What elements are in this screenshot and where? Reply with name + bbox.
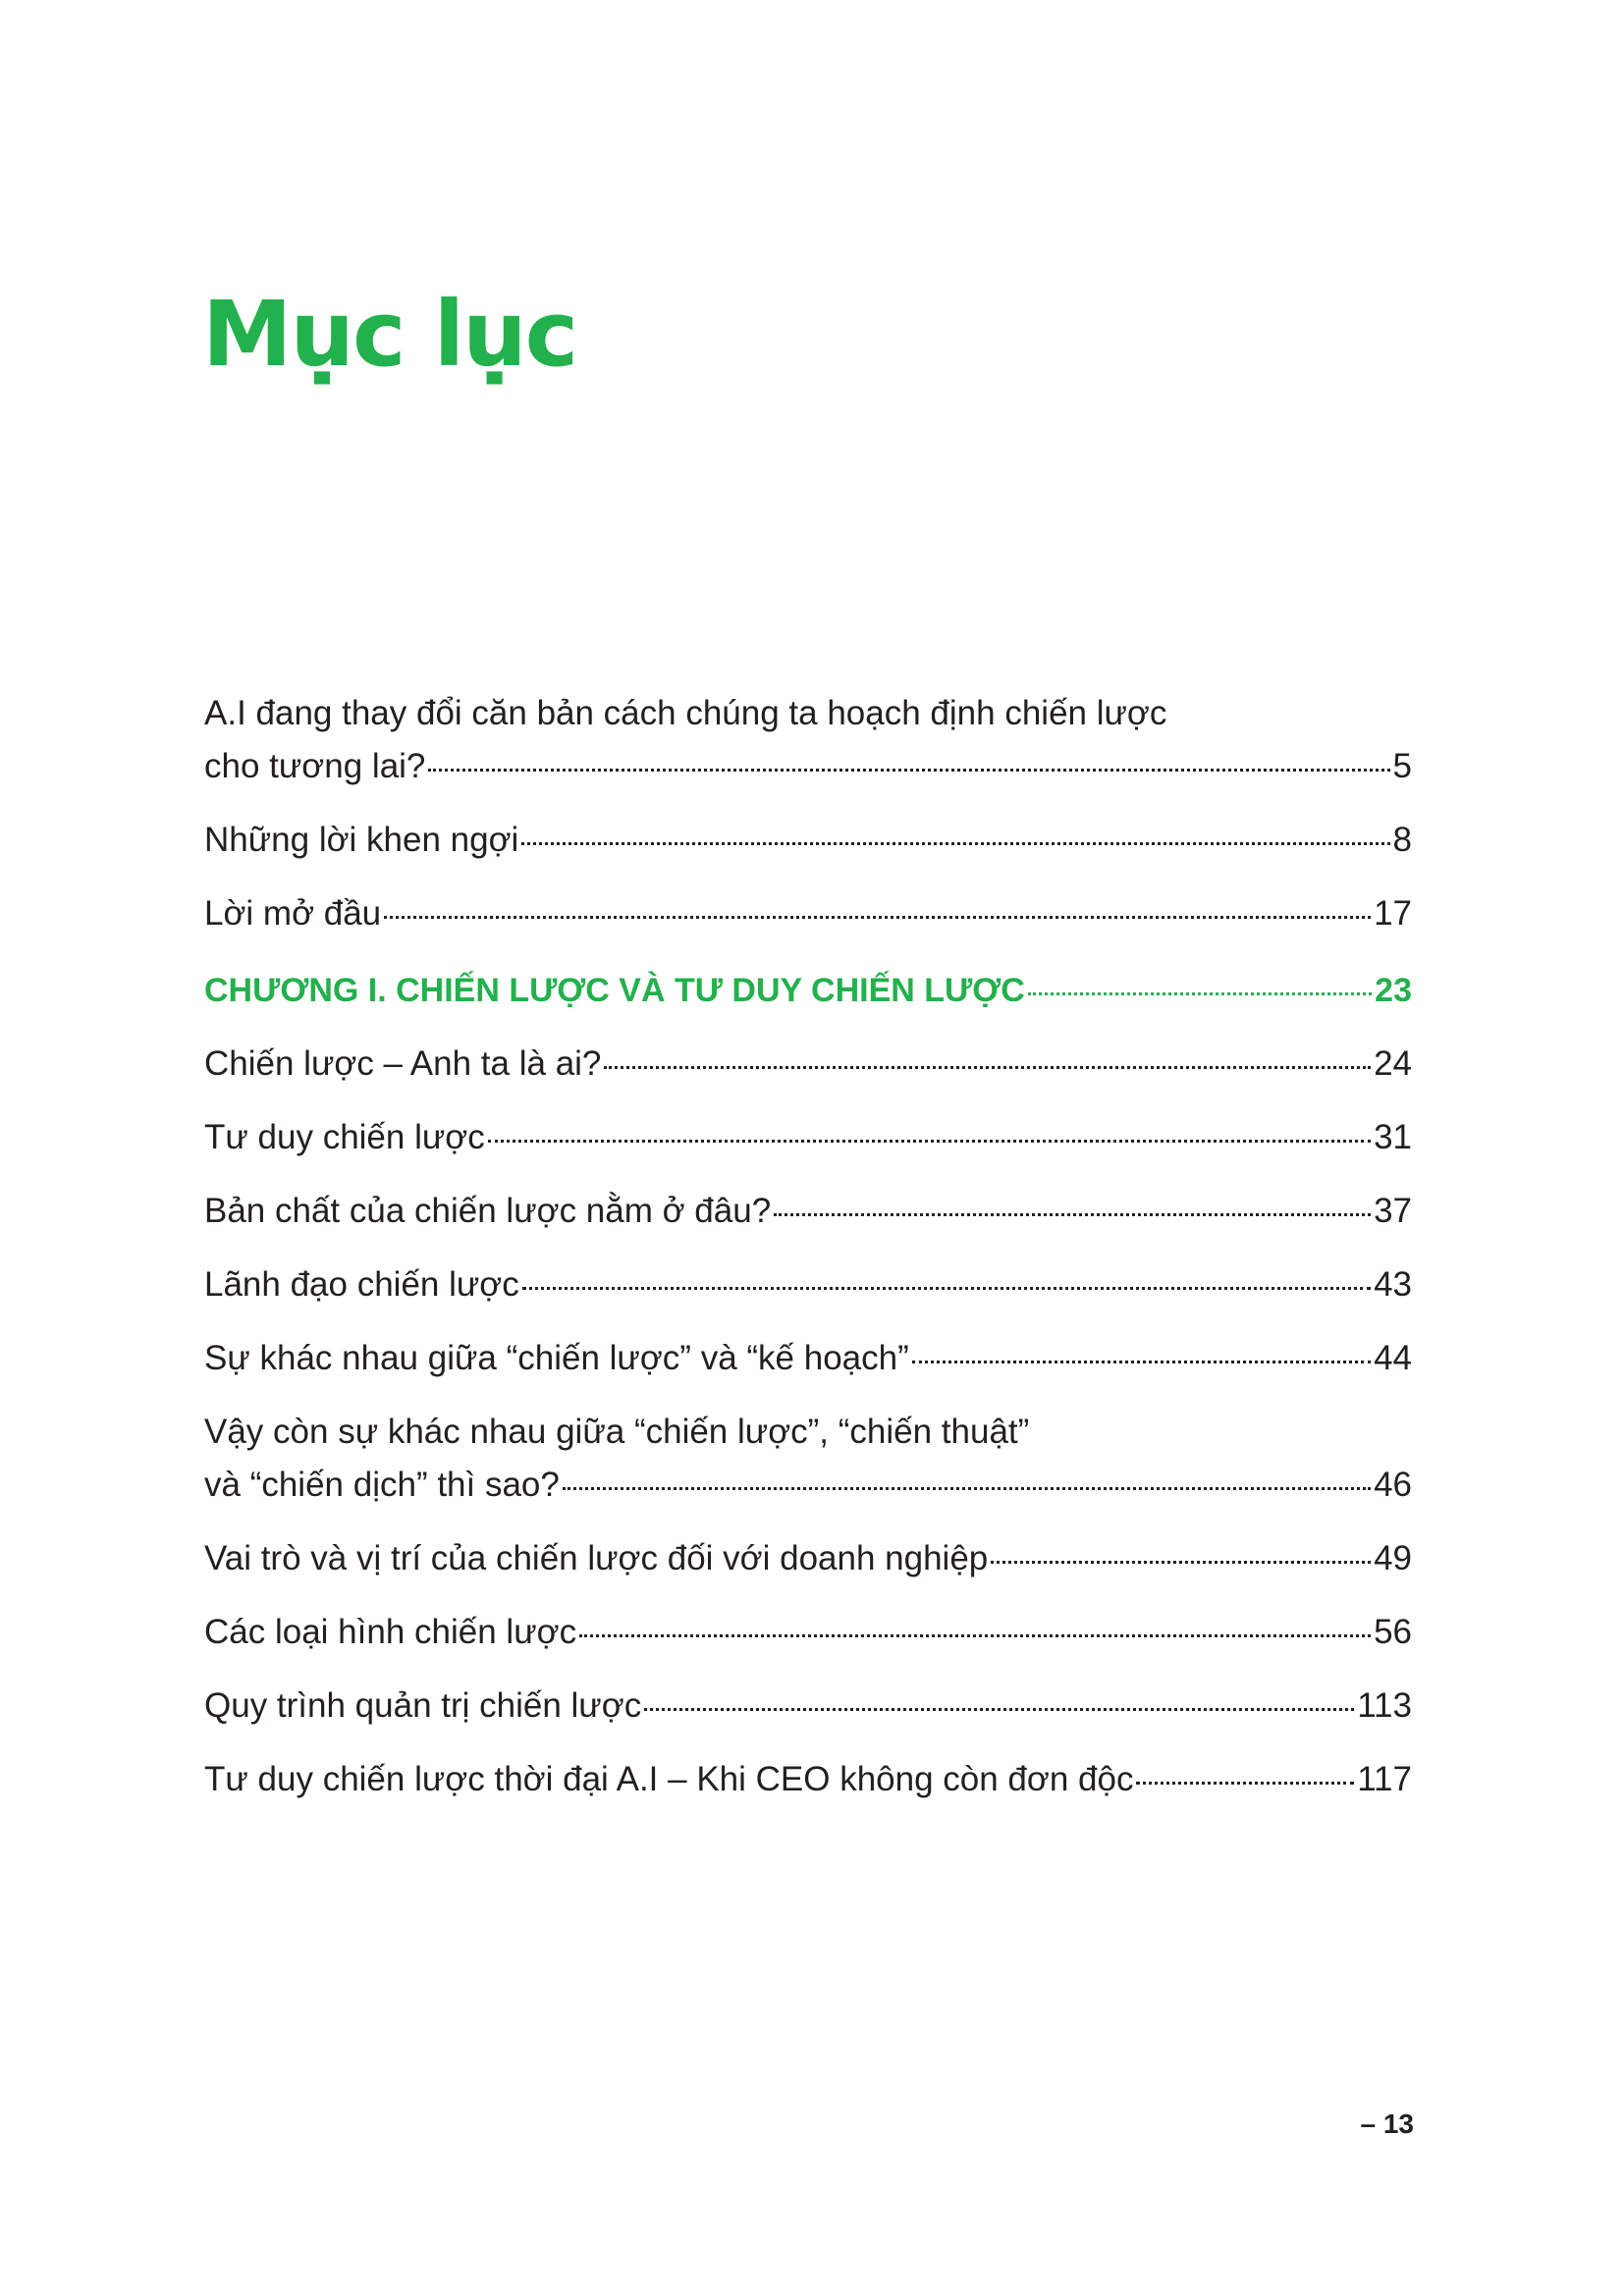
toc-entry [204, 687, 1412, 793]
dot-leader [384, 916, 1371, 919]
toc-entry-page-number: 44 [1374, 1339, 1412, 1377]
dot-leader [774, 1213, 1371, 1216]
dot-leader [991, 1561, 1371, 1564]
toc-entry-line [204, 1038, 1412, 1091]
toc-entry-title: Lãnh đạo chiến lược [204, 1265, 519, 1304]
toc-entry-title: Lời mở đầu [204, 894, 382, 933]
toc-entry-page-number: 56 [1374, 1613, 1412, 1651]
toc-entry-page-number: 17 [1374, 894, 1412, 933]
table-of-contents [204, 687, 1412, 1827]
toc-entry-page-number: 43 [1374, 1265, 1412, 1304]
toc-entry-line [204, 740, 1412, 793]
toc-entry [204, 1406, 1412, 1512]
toc-entry-title: Tư duy chiến lược [204, 1118, 485, 1156]
toc-entry [204, 1258, 1412, 1311]
toc-entry-title: và “chiến dịch” thì sao? [204, 1466, 560, 1504]
toc-entry-line [204, 964, 1412, 1017]
toc-entry-title: Những lời khen ngợi [204, 821, 519, 859]
dot-leader [521, 842, 1389, 845]
toc-entry-line [204, 1753, 1412, 1806]
toc-entry-page-number: 46 [1374, 1466, 1412, 1504]
toc-entry-line [204, 1606, 1412, 1659]
toc-entry [204, 1185, 1412, 1238]
toc-entry-line [204, 1258, 1412, 1311]
toc-entry-line [204, 814, 1412, 867]
toc-entry-title: Vai trò và vị trí của chiến lược đối với doanh nghiệp [204, 1539, 989, 1577]
dot-leader [488, 1140, 1371, 1143]
dot-leader [522, 1287, 1371, 1290]
toc-entry-title: Bản chất của chiến lược nằm ở đâu? [204, 1192, 772, 1230]
toc-entry-page-number: 23 [1375, 972, 1412, 1009]
toc-entry-line [204, 887, 1412, 940]
toc-entry-page-number: 8 [1392, 821, 1412, 859]
toc-entry-line [204, 1185, 1412, 1238]
toc-entry-title-first-line: Vậy còn sự khác nhau giữa “chiến lược”, “chiến thuật” [204, 1413, 1030, 1451]
toc-entry-title: Quy trình quản trị chiến lược [204, 1686, 642, 1725]
dot-leader [579, 1634, 1371, 1637]
toc-entry [204, 1680, 1412, 1733]
dot-leader [1136, 1782, 1354, 1785]
toc-entry [204, 887, 1412, 940]
toc-entry-title: Tư duy chiến lược thời đại A.I – Khi CEO không còn đơn độc [204, 1760, 1134, 1798]
toc-entry-page-number: 31 [1374, 1118, 1412, 1156]
toc-entry-title: Chiến lược – Anh ta là ai? [204, 1044, 602, 1083]
toc-entry-line [204, 1332, 1412, 1385]
toc-entry-title: Các loại hình chiến lược [204, 1613, 577, 1651]
toc-entry-line [204, 1111, 1412, 1164]
toc-entry-page-number: 49 [1374, 1539, 1412, 1577]
dot-leader [644, 1708, 1354, 1711]
dot-leader [1028, 992, 1372, 995]
toc-entry [204, 1111, 1412, 1164]
dot-leader [428, 769, 1389, 772]
dot-leader [563, 1487, 1371, 1490]
toc-entry [204, 1753, 1412, 1806]
toc-entry-page-number: 24 [1374, 1044, 1412, 1083]
page-number: – 13 [1360, 2109, 1414, 2139]
toc-entry [204, 814, 1412, 867]
toc-entry-line [204, 1459, 1412, 1512]
toc-entry [204, 1038, 1412, 1091]
toc-entry-title: cho tương lai? [204, 747, 426, 785]
toc-entry [204, 1532, 1412, 1585]
toc-entry-line [204, 1680, 1412, 1733]
dot-leader [604, 1066, 1371, 1069]
toc-entry-title-first-line: A.I đang thay đổi căn bản cách chúng ta hoạch định chiến lược [204, 694, 1167, 732]
toc-entry [204, 1332, 1412, 1385]
toc-entry-line [204, 1532, 1412, 1585]
page-title: Mục lục [202, 282, 577, 387]
toc-entry-title: Sự khác nhau giữa “chiến lược” và “kế hoạch” [204, 1339, 909, 1377]
toc-entry-page-number: 117 [1357, 1760, 1412, 1798]
toc-chapter-heading [204, 964, 1412, 1017]
dot-leader [912, 1361, 1371, 1363]
toc-entry-page-number: 37 [1374, 1192, 1412, 1230]
toc-entry-page-number: 5 [1392, 747, 1412, 785]
toc-entry-title: CHƯƠNG I. CHIẾN LƯỢC VÀ TƯ DUY CHIẾN LƯỢC [204, 972, 1025, 1009]
toc-entry-page-number: 113 [1357, 1686, 1412, 1725]
toc-entry [204, 1606, 1412, 1659]
